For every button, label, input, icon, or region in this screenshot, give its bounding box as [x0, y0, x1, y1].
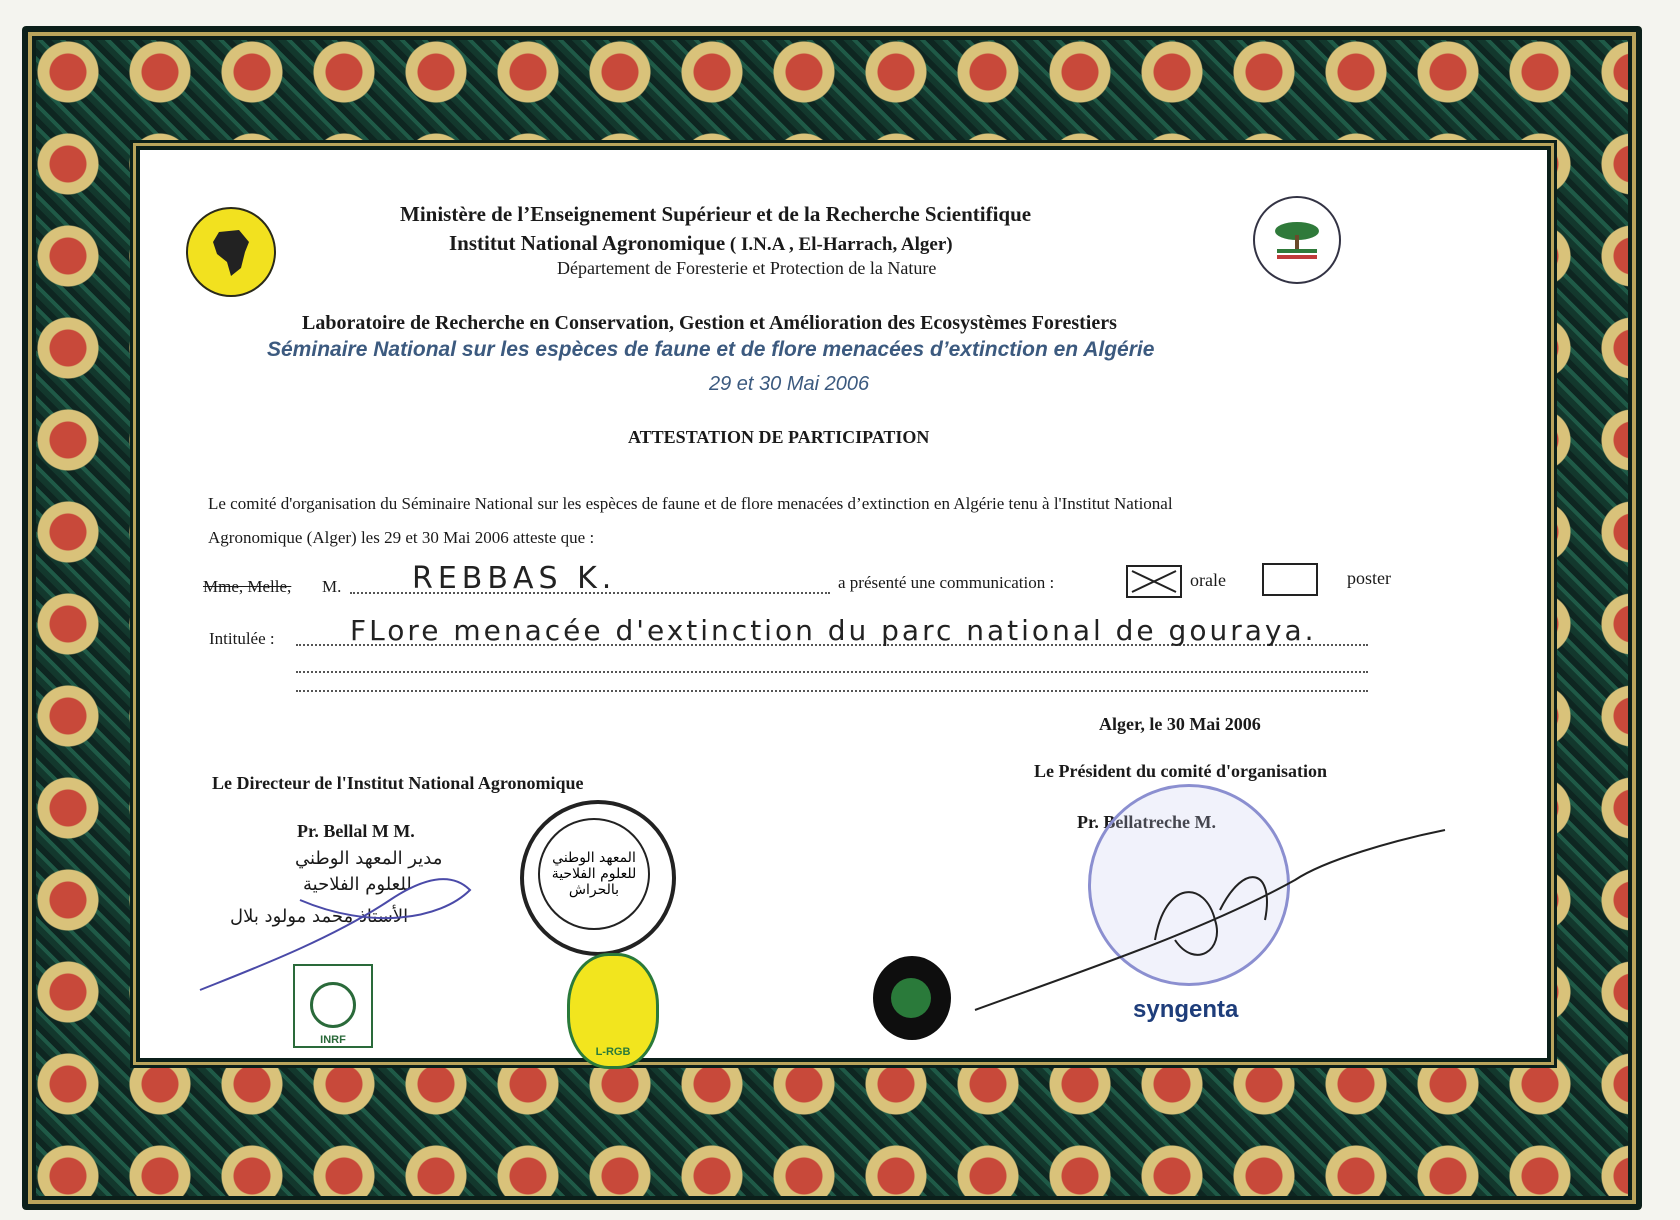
title-dotted-line-3 — [296, 690, 1368, 692]
president-name: Pr. Bellatreche M. — [1077, 812, 1216, 832]
communication-title: FLore menacée d'extinction du parc national de gouraya. — [350, 614, 1317, 647]
tree-icon — [1267, 215, 1327, 265]
place-date: Alger, le 30 Mai 2006 — [1099, 714, 1261, 734]
option-poster-label: poster — [1347, 568, 1391, 588]
ministry-title: Ministère de l’Enseignement Supérieur et de la Recherche Scientifique — [400, 202, 1032, 226]
laboratory-logo — [1253, 196, 1341, 284]
ministry-emblem — [873, 956, 951, 1040]
lrgb-logo — [567, 953, 659, 1069]
presented-label: a présenté une communication : — [838, 573, 1055, 592]
arabic-stamp-line-1: مدير المعهد الوطني — [295, 848, 443, 869]
laboratory-name: Laboratoire de Recherche en Conservation, Gestion et Amélioration des Ecosystèmes Forestiers — [302, 312, 1117, 334]
director-name: Pr. Bellal M M. — [297, 821, 415, 841]
president-title: Le Président du comité d'organisation — [1034, 761, 1327, 781]
inrf-logo — [293, 964, 373, 1048]
institute-name-text: Institut National Agronomique — [449, 231, 726, 255]
cross-mark-icon — [1128, 567, 1180, 596]
inrf-label: INRF — [320, 1034, 346, 1046]
checkbox-orale[interactable] — [1126, 565, 1182, 598]
crescent-star-icon — [891, 978, 931, 1018]
seminar-dates: 29 et 30 Mai 2006 — [709, 373, 870, 395]
seal-text: المعهد الوطني للعلوم الفلاحية بالحراش — [538, 818, 650, 930]
civility: M. — [322, 577, 342, 596]
checkbox-poster[interactable] — [1262, 563, 1318, 596]
participant-name: REBBAS K. — [412, 561, 617, 596]
lrgb-label: L-RGB — [595, 1046, 631, 1058]
president-signature — [965, 820, 1455, 1020]
institute-abbr: ( I.N.A , El-Harrach, Alger) — [725, 234, 953, 255]
syngenta-logo: syngenta — [1133, 996, 1239, 1023]
title-dotted-line-2 — [296, 671, 1368, 673]
intitulee-label: Intitulée : — [209, 629, 275, 648]
ina-official-seal — [520, 800, 676, 956]
seminar-title: Séminaire National sur les espèces de faune et de flore menacées d’extinction en Algérie — [267, 338, 1155, 361]
ina-logo — [186, 207, 276, 297]
body-line-2: Agronomique (Alger) les 29 et 30 Mai 2006 atteste que : — [208, 528, 595, 547]
arabic-stamp-line-2: للعلوم الفلاحية — [303, 874, 412, 895]
civility-struck: Mme, Melle, — [203, 577, 292, 596]
arabic-stamp-line-3: الأستاذ محمد مولود بلال — [230, 906, 409, 927]
director-title: Le Directeur de l'Institut National Agronomique — [212, 773, 584, 793]
institute-name — [449, 231, 953, 256]
department-name: Département de Foresterie et Protection de la Nature — [557, 258, 937, 278]
africa-map-icon — [201, 222, 261, 282]
inrf-emblem-icon — [310, 982, 356, 1028]
option-orale-label: orale — [1190, 570, 1226, 590]
body-line-1: Le comité d'organisation du Séminaire National sur les espèces de faune et de flore menacées d’extinction en Algérie tenu à l'Institut National — [208, 494, 1173, 513]
attestation-title: ATTESTATION DE PARTICIPATION — [628, 427, 930, 447]
